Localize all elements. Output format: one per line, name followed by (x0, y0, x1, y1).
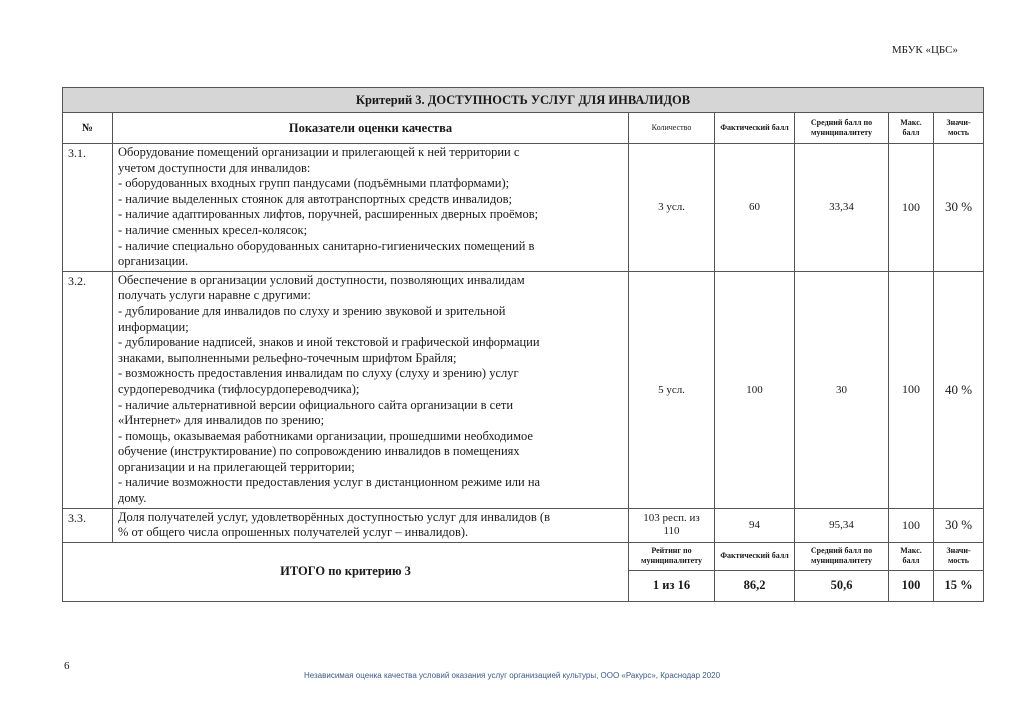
weight-cell: 40 % (934, 271, 984, 508)
max-score-cell: 100 (889, 508, 934, 542)
summary-actual-header: Фактический балл (715, 542, 795, 570)
col-num-header: № (63, 113, 113, 144)
indicator-line: «Интернет» для инвалидов по зрению; (118, 413, 325, 428)
col-actual-header: Фактический балл (715, 113, 795, 144)
avg-score-cell: 33,34 (795, 144, 889, 272)
col-quantity-header: Количество (629, 113, 715, 144)
summary-weight-header: Значи-мость (934, 542, 984, 570)
indicator-line: дому. (118, 491, 147, 506)
indicator-line: Обеспечение в организации условий доступности, позволяющих инвалидам (118, 272, 525, 287)
actual-score-cell: 100 (715, 271, 795, 508)
summary-max-header: Макс. балл (889, 542, 934, 570)
indicator-line: сурдопереводчика (тифлосурдопереводчика); (118, 381, 360, 396)
indicator-line: - наличие специально оборудованных санитарно-гигиенических помещений в (118, 238, 535, 253)
indicator-line: Оборудование помещений организации и прилегающей к ней территории с (118, 145, 520, 159)
quantity-cell: 3 усл. (629, 144, 715, 272)
col-indicator-header: Показатели оценки качества (113, 113, 629, 144)
indicator-line: информации; (118, 319, 189, 334)
indicator-line: учетом доступности для инвалидов: (118, 160, 311, 175)
indicator-line: знаками, выполненными рельефно-точечным шрифтом Брайля; (118, 350, 457, 365)
actual-score-cell: 94 (715, 508, 795, 542)
max-score-cell: 100 (889, 271, 934, 508)
avg-score-cell: 95,34 (795, 508, 889, 542)
summary-actual-value: 86,2 (715, 570, 795, 601)
summary-avg-value: 50,6 (795, 570, 889, 601)
table-row (63, 271, 984, 508)
indicator-line: - наличие адаптированных лифтов, поручней, расширенных дверных проёмов; (118, 207, 539, 222)
row-number: 3.1. (63, 144, 113, 272)
indicator-line: организации и на прилегающей территории; (118, 459, 355, 474)
avg-score-cell: 30 (795, 271, 889, 508)
indicator-text (113, 271, 629, 508)
indicator-text (113, 144, 629, 272)
weight-cell: 30 % (934, 144, 984, 272)
summary-weight-value: 15 % (934, 570, 984, 601)
indicator-text (113, 508, 629, 542)
summary-rating-value: 1 из 16 (629, 570, 715, 601)
summary-header-row (63, 542, 984, 570)
summary-label: ИТОГО по критерию 3 (63, 542, 629, 601)
criterion-table (62, 87, 984, 602)
page-number: 6 (64, 660, 70, 672)
indicator-line: обучение (инструктирование) по сопровождению инвалидов в помещениях (118, 444, 520, 459)
col-avg-header: Средний балл по муниципалитету (795, 113, 889, 144)
row-number: 3.3. (63, 508, 113, 542)
actual-score-cell: 60 (715, 144, 795, 272)
quantity-cell: 5 усл. (629, 271, 715, 508)
organization-name: МБУК «ЦБС» (891, 44, 958, 56)
indicator-line: - возможность предоставления инвалидам по слуху (слуху и зрению) услуг (118, 366, 519, 381)
indicator-line: - наличие альтернативной версии официального сайта организации в сети (118, 397, 514, 412)
indicator-line: - наличие возможности предоставления услуг в дистанционном режиме или на (118, 475, 541, 490)
table-row (63, 144, 984, 272)
indicator-line: - наличие выделенных стоянок для автотранспортных средств инвалидов; (118, 191, 512, 206)
col-max-header: Макс. балл (889, 113, 934, 144)
indicator-line: - помощь, оказываемая работниками организации, прошедшими необходимое (118, 428, 533, 443)
summary-avg-header: Средний балл по муниципалитету (795, 542, 889, 570)
summary-rating-header: Рейтинг по муниципалитету (629, 542, 715, 570)
indicator-line: - наличие сменных кресел-колясок; (118, 222, 308, 237)
max-score-cell: 100 (889, 144, 934, 272)
header-row (63, 113, 984, 144)
indicator-line: - оборудованных входных групп пандусами (подъёмными платформами); (118, 176, 510, 191)
page-footer: Независимая оценка качества условий оказания услуг организацией культуры, ООО «Ракурс», Краснодар 2020 (303, 671, 721, 680)
table-caption: Критерий 3. ДОСТУПНОСТЬ УСЛУГ ДЛЯ ИНВАЛИДОВ (63, 88, 984, 113)
indicator-line: организации. (118, 254, 189, 269)
quantity-cell: 103 респ. из 110 (629, 508, 715, 542)
table-row (63, 508, 984, 542)
indicator-line: - дублирование надписей, знаков и иной текстовой и графической информации (118, 335, 540, 350)
indicator-line: % от общего числа опрошенных получателей услуг – инвалидов). (118, 525, 469, 540)
col-weight-header: Значи-мость (934, 113, 984, 144)
indicator-line: Доля получателей услуг, удовлетворённых доступностью услуг для инвалидов (в (118, 509, 550, 524)
row-number: 3.2. (63, 271, 113, 508)
weight-cell: 30 % (934, 508, 984, 542)
indicator-line: получать услуги наравне с другими: (118, 288, 311, 303)
summary-max-value: 100 (889, 570, 934, 601)
indicator-line: - дублирование для инвалидов по слуху и зрению звуковой и зрительной (118, 303, 506, 318)
